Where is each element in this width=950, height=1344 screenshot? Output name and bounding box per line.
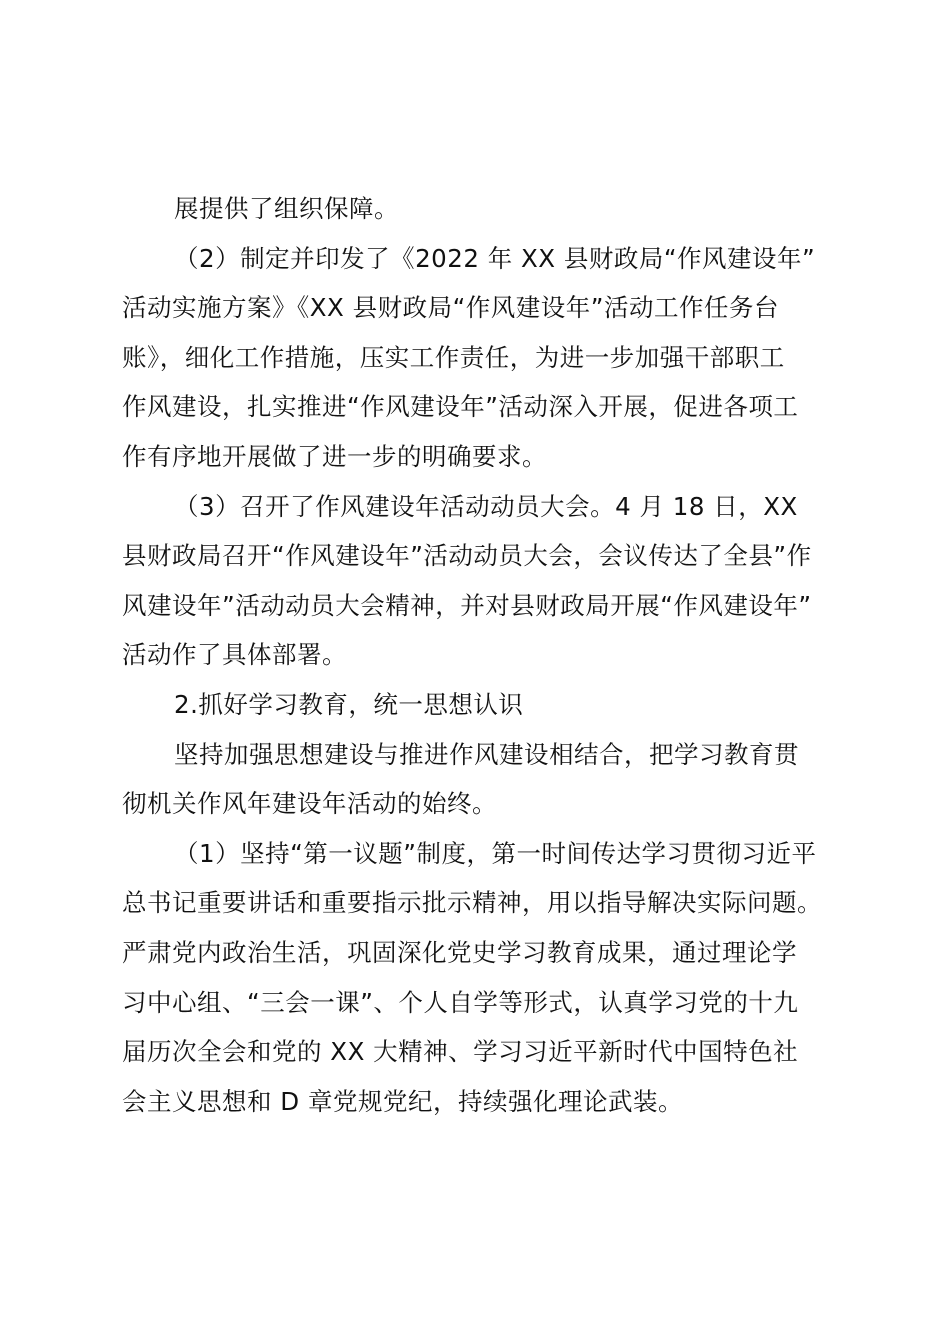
text-line: （3）召开了作风建设年活动动员大会。4 月 18 日，XX (174, 491, 798, 521)
text-line: 会主义思想和 D 章党规党纪，持续强化理论武装。 (122, 1086, 683, 1116)
text-line: 总书记重要讲话和重要指示批示精神，用以指导解决实际问题。 (122, 888, 822, 918)
text-line: 账》，细化工作措施，压实工作责任，为进一步加强干部职工 (122, 342, 785, 372)
text-line: 作有序地开展做了进一步的明确要求。 (122, 441, 547, 471)
text-line: （2）制定并印发了《2022 年 XX 县财政局“作风建设年” (174, 243, 816, 273)
text-line: 县财政局召开“作风建设年”活动动员大会，会议传达了全县”作 (122, 541, 812, 571)
text-line: 坚持加强思想建设与推进作风建设相结合，把学习教育贯 (174, 739, 799, 769)
text-line: 活动实施方案》《XX 县财政局“作风建设年”活动工作任务台 (122, 293, 779, 323)
text-line: 作风建设，扎实推进“作风建设年”活动深入开展，促进各项工 (122, 392, 799, 422)
text-line: （1）坚持“第一议题”制度，第一时间传达学习贯彻习近平 (174, 838, 817, 868)
paragraph-text (122, 184, 834, 1126)
text-line: 习中心组、“三会一课”、个人自学等形式，认真学习党的十九 (122, 987, 799, 1017)
text-line: 届历次全会和党的 XX 大精神、学习习近平新时代中国特色社 (122, 1037, 799, 1067)
text-line: 活动作了具体部署。 (122, 640, 347, 670)
document-body (122, 184, 834, 1126)
text-line: 严肃党内政治生活，巩固深化党史学习教育成果，通过理论学 (122, 937, 797, 967)
section-heading: 2.抓好学习教育，统一思想认识 (174, 689, 524, 719)
text-line: 彻机关作风年建设年活动的始终。 (122, 789, 497, 819)
text-line: 展提供了组织保障。 (174, 194, 399, 223)
text-line: 风建设年”活动动员大会精神，并对县财政局开展“作风建设年” (122, 590, 812, 620)
